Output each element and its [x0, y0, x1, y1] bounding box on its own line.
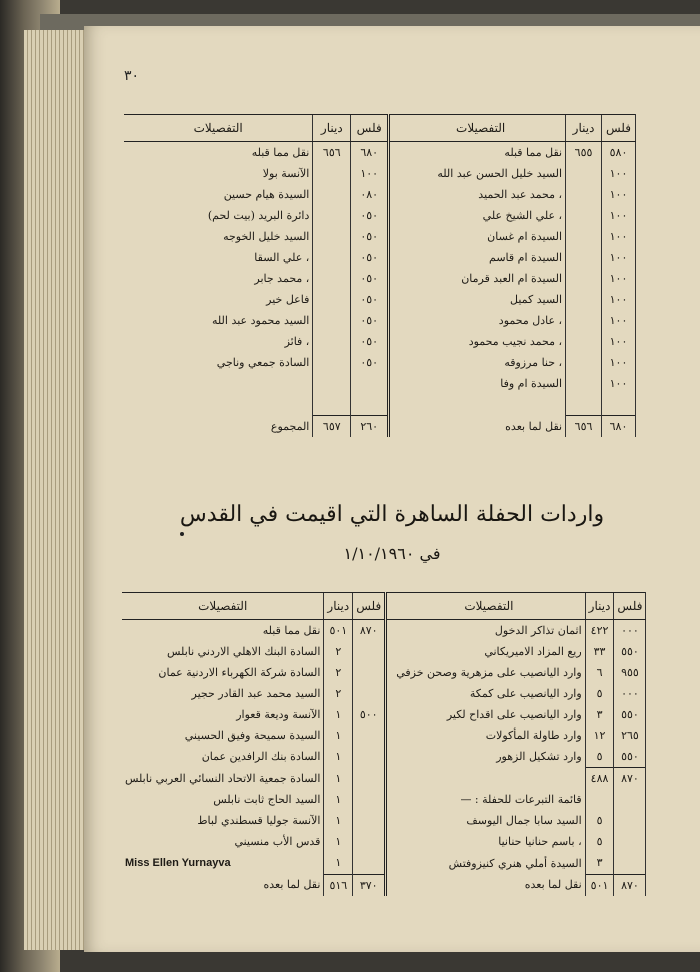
header-details-right: التفصيلات: [393, 593, 585, 620]
entry-fils-left: [351, 373, 389, 394]
entry-details-left: ، محمد جابر: [254, 272, 310, 285]
entry-fils-left: ٠٥٠: [351, 331, 389, 352]
column-divider: [386, 725, 394, 746]
column-divider: [386, 831, 394, 852]
column-divider: [386, 852, 394, 874]
entry-dinar-right: [566, 352, 602, 373]
entry-dinar-right: ٥: [585, 746, 614, 768]
entry-details-left: الآنسة وديعة قعوار: [236, 708, 321, 721]
entry-dinar-right: ٦: [585, 662, 614, 683]
entry-fils-right: [601, 394, 635, 416]
entry-dinar-left: [313, 247, 351, 268]
entry-details-left: نقل مما قبله: [262, 624, 321, 637]
entry-fils-left: ٠٥٠: [351, 205, 389, 226]
ledger-row: [122, 768, 646, 790]
entry-fils-right: ٠٠٠: [614, 620, 646, 642]
entry-dinar-right: [566, 205, 602, 226]
ledger-row: [124, 331, 636, 352]
entry-details-right: نقل لما بعده: [505, 419, 563, 433]
entry-details-right: السيدة ام وفا: [500, 377, 563, 390]
entry-fils-right: ٨٧٠: [614, 874, 646, 896]
entry-fils-left: ٨٧٠: [353, 620, 386, 642]
entry-dinar-left: [313, 163, 351, 184]
ledger-row: [124, 226, 636, 247]
entry-dinar-left: ١: [324, 704, 353, 725]
entry-dinar-right: [585, 789, 614, 810]
column-divider: [389, 184, 397, 205]
entry-dinar-right: ٥: [585, 810, 614, 831]
ledger-row: [122, 641, 646, 662]
entry-details-right: السيدة أملي هنري كنيزوفتش: [448, 856, 582, 870]
entry-details-right: ، حنا مرزوقه: [504, 356, 563, 369]
entry-fils-right: [614, 831, 646, 852]
ledger-row: [122, 620, 646, 642]
entry-details-right: اثمان تذاكر الدخول: [494, 624, 582, 637]
ledger-row: [122, 704, 646, 725]
entry-details-left: ، علي السقا: [254, 251, 310, 264]
entry-dinar-right: ١٢: [585, 725, 614, 746]
ledger-row: [124, 142, 636, 164]
column-divider: [389, 373, 397, 394]
ledger-row: [122, 831, 646, 852]
entry-dinar-left: [313, 289, 351, 310]
page-number: ٣٠: [124, 68, 140, 84]
column-divider: [389, 205, 397, 226]
entry-fils-right: ١٠٠: [601, 331, 635, 352]
ledger-row: [124, 163, 636, 184]
entry-dinar-left: [313, 331, 351, 352]
column-divider: [386, 789, 394, 810]
column-divider: [386, 620, 394, 642]
entry-fils-left: ٦٨٠: [351, 142, 389, 164]
entry-dinar-left: [313, 268, 351, 289]
section-date: في ١/١٠/١٩٦٠: [343, 544, 441, 563]
header-details-left: التفصيلات: [122, 593, 324, 620]
header-details-right: التفصيلات: [396, 115, 565, 142]
entry-fils-right: ١٠٠: [601, 226, 635, 247]
column-divider: [386, 704, 394, 725]
column-divider: [389, 115, 397, 142]
entry-details-right: نقل لما بعده: [524, 878, 582, 892]
entry-dinar-right: [566, 373, 602, 394]
entry-details-left: الآنسة جوليا قسطندي لباط: [197, 814, 321, 827]
ledger-row: [122, 810, 646, 831]
entry-details-left: السيد الحاج ثابت نابلس: [213, 793, 321, 806]
entry-dinar-right: ٥٠١: [585, 874, 614, 896]
column-divider: [386, 593, 394, 620]
entry-details-left: السيدة هيام حسين: [223, 188, 310, 201]
entry-fils-right: ٢٦٥: [614, 725, 646, 746]
entry-dinar-left: ٢: [324, 641, 353, 662]
entry-details-left: نقل لما بعده: [263, 878, 321, 892]
entry-details-left: [124, 394, 313, 416]
entry-dinar-right: ٤٨٨: [585, 768, 614, 790]
entry-fils-right: [614, 852, 646, 874]
entry-details-right: السيدة ام العبد قرمان: [461, 272, 563, 285]
header-dinar-left: دينار: [313, 115, 351, 142]
entry-fils-left: [353, 725, 386, 746]
entry-fils-left: ٠٥٠: [351, 226, 389, 247]
latin-entry-text: Miss Ellen Yurnayva: [125, 857, 231, 869]
entry-dinar-right: ٦٥٥: [566, 142, 602, 164]
entry-dinar-left: [313, 373, 351, 394]
ledger-row: [122, 852, 646, 874]
entry-details-right: وارد اليانصيب على مزهرية وصحن خزفي: [396, 666, 582, 679]
ledger-table-2: [122, 592, 646, 896]
entry-dinar-right: ٥: [585, 831, 614, 852]
column-divider: [389, 416, 397, 438]
entry-details-left: السيدة سميحة وفيق الحسيني: [184, 729, 321, 742]
entry-details-right: ، محمد عبد الحميد: [478, 188, 563, 201]
entry-fils-right: [614, 789, 646, 810]
entry-dinar-right: [566, 247, 602, 268]
header-details-left: التفصيلات: [124, 115, 313, 142]
entry-dinar-right: ٦٥٦: [566, 416, 602, 438]
entry-dinar-left: ٥٠١: [324, 620, 353, 642]
ledger-row: [122, 789, 646, 810]
entry-dinar-left: ٢: [324, 683, 353, 704]
entry-details-left: [124, 373, 313, 394]
header-fils-right: فلس: [601, 115, 635, 142]
header-dinar-right: دينار: [566, 115, 602, 142]
entry-fils-right: ١٠٠: [601, 247, 635, 268]
entry-fils-right: ١٠٠: [601, 373, 635, 394]
entry-fils-left: [353, 789, 386, 810]
column-divider: [389, 268, 397, 289]
entry-dinar-left: ١: [324, 746, 353, 768]
entry-dinar-left: [313, 394, 351, 416]
entry-dinar-left: [313, 226, 351, 247]
entry-details-left: المجموع: [270, 419, 310, 433]
entry-details-left: السادة جمعية الاتحاد النسائي العربي نابلس: [125, 771, 321, 785]
entry-dinar-right: [566, 268, 602, 289]
entry-details-right: ريع المزاد الاميريكاني: [484, 645, 582, 658]
entry-details-left: السيد محمد عبد القادر حجير: [191, 687, 321, 700]
entry-dinar-left: ٦٥٦: [313, 142, 351, 164]
entry-details-right: السيدة ام قاسم: [489, 251, 563, 264]
header-fils-left: فلس: [353, 593, 386, 620]
entry-dinar-left: ١: [324, 725, 353, 746]
entry-dinar-left: ١: [324, 810, 353, 831]
header-dinar-right: دينار: [585, 593, 614, 620]
entry-fils-left: [353, 768, 386, 790]
column-divider: [386, 662, 394, 683]
ledger-table-1: [124, 114, 636, 437]
entry-details-left: فاعل خير: [266, 293, 310, 306]
section-title: واردات الحفلة الساهرة التي اقيمت في القدس: [179, 502, 605, 527]
column-divider: [389, 247, 397, 268]
entry-details-left: دائرة البريد (بيت لحم): [207, 209, 310, 222]
entry-dinar-left: ١: [324, 768, 353, 790]
entry-fils-left: [353, 831, 386, 852]
entry-dinar-left: [313, 310, 351, 331]
entry-details-right: السيدة ام غسان: [487, 230, 563, 243]
entry-details-right: وارد اليانصيب على كمكة: [469, 687, 582, 700]
entry-details-left: قدس الأب منسيني: [234, 835, 321, 848]
entry-details-left: السيد محمود عبد الله: [212, 314, 310, 327]
ledger-row: [124, 416, 636, 438]
ledger-row: [122, 725, 646, 746]
entry-dinar-right: [566, 226, 602, 247]
entry-dinar-right: ٥: [585, 683, 614, 704]
entry-details-right: وارد اليانصيب على اقداح لكير: [446, 708, 582, 721]
entry-fils-left: [353, 810, 386, 831]
entry-fils-right: [614, 810, 646, 831]
entry-details-right: قائمة التبرعات للحفلة : —: [460, 793, 582, 806]
column-divider: [389, 394, 397, 416]
entry-dinar-left: [313, 184, 351, 205]
ledger-row: [124, 310, 636, 331]
column-divider: [389, 142, 397, 164]
entry-details-left: السادة البنك الاهلي الاردني نابلس: [167, 645, 321, 658]
ledger-row: [124, 184, 636, 205]
entry-details-left: السادة بنك الرافدين عمان: [201, 750, 321, 764]
entry-fils-left: ٥٠٠: [353, 704, 386, 725]
entry-details-left: السادة جمعي وناجي: [216, 356, 310, 369]
entry-dinar-left: ١: [324, 789, 353, 810]
header-fils-left: فلس: [351, 115, 389, 142]
entry-details-right: ، علي الشيخ علي: [482, 209, 563, 222]
column-divider: [389, 310, 397, 331]
ledger-row: [124, 205, 636, 226]
entry-fils-left: ٣٧٠: [353, 874, 386, 896]
ledger-row: [122, 662, 646, 683]
entry-dinar-right: ٣: [585, 704, 614, 725]
entry-fils-right: ٥٥٠: [614, 746, 646, 768]
ledger-row: [124, 289, 636, 310]
ledger-row: [122, 874, 646, 896]
column-divider: [386, 683, 394, 704]
entry-details-right: السيد سابا جمال اليوسف: [466, 814, 582, 827]
entry-fils-right: ٦٨٠: [601, 416, 635, 438]
entry-details-left: الآنسة بولا: [262, 167, 310, 180]
header-dinar-left: دينار: [324, 593, 353, 620]
ledger-row: [124, 394, 636, 416]
entry-dinar-left: [313, 205, 351, 226]
entry-dinar-right: ٤٢٢: [585, 620, 614, 642]
header-fils-right: فلس: [614, 593, 646, 620]
entry-fils-right: ٨٧٠: [614, 768, 646, 790]
entry-details-left: السيد خليل الخوجه: [223, 230, 310, 243]
entry-dinar-left: ١: [324, 852, 353, 874]
ledger-table-2-body: [122, 620, 646, 896]
entry-details-right: وارد طاولة المأكولات: [485, 729, 582, 742]
entry-fils-right: ٥٥٠: [614, 704, 646, 725]
entry-fils-right: ٥٥٠: [614, 641, 646, 662]
entry-dinar-right: ٣: [585, 852, 614, 874]
entry-dinar-right: [566, 289, 602, 310]
ledger-row: [124, 268, 636, 289]
entry-dinar-right: [566, 184, 602, 205]
entry-dinar-left: [313, 352, 351, 373]
entry-details-right: [393, 768, 585, 790]
entry-details-right: [396, 394, 565, 416]
entry-fils-left: ٢٦٠: [351, 416, 389, 438]
entry-fils-left: [353, 683, 386, 704]
ledger-row: [124, 247, 636, 268]
ledger-page: [84, 26, 700, 952]
column-divider: [386, 746, 394, 768]
page-edges: [24, 30, 84, 950]
ink-dot: [180, 532, 184, 536]
entry-dinar-right: ٣٣: [585, 641, 614, 662]
entry-dinar-left: ٥١٦: [324, 874, 353, 896]
entry-dinar-right: [566, 310, 602, 331]
entry-fils-left: ٠٥٠: [351, 352, 389, 373]
entry-fils-left: ٠٥٠: [351, 310, 389, 331]
entry-dinar-left: ٢: [324, 662, 353, 683]
entry-dinar-right: [566, 394, 602, 416]
column-divider: [386, 641, 394, 662]
entry-fils-left: [353, 746, 386, 768]
entry-fils-right: ١٠٠: [601, 310, 635, 331]
column-divider: [386, 810, 394, 831]
column-divider: [386, 874, 394, 896]
entry-details-right: ، محمد نجيب محمود: [468, 335, 563, 348]
ledger-row: [122, 746, 646, 768]
entry-details-right: نقل مما قبله: [504, 146, 563, 159]
entry-fils-right: ١٠٠: [601, 352, 635, 373]
ledger-row: [124, 352, 636, 373]
entry-fils-left: ٠٥٠: [351, 247, 389, 268]
entry-fils-right: ١٠٠: [601, 289, 635, 310]
entry-details-right: ، عادل محمود: [498, 314, 563, 327]
entry-fils-right: ١٠٠: [601, 163, 635, 184]
entry-fils-right: ١٠٠: [601, 184, 635, 205]
entry-details-right: السيد كميل: [510, 293, 563, 306]
entry-details-left: السادة شركة الكهرباء الاردنية عمان: [158, 666, 321, 679]
entry-dinar-left: ٦٥٧: [313, 416, 351, 438]
column-divider: [389, 226, 397, 247]
entry-fils-left: [353, 641, 386, 662]
entry-fils-right: ١٠٠: [601, 268, 635, 289]
entry-fils-left: ٠٥٠: [351, 268, 389, 289]
column-divider: [389, 352, 397, 373]
entry-fils-left: ١٠٠: [351, 163, 389, 184]
column-divider: [389, 331, 397, 352]
entry-details-left: نقل مما قبله: [251, 146, 310, 159]
entry-fils-right: ٥٨٠: [601, 142, 635, 164]
entry-details-left: [122, 852, 324, 874]
entry-dinar-right: [566, 163, 602, 184]
entry-fils-left: ٠٨٠: [351, 184, 389, 205]
entry-details-left: ، فائز: [284, 335, 310, 348]
entry-details-right: وارد تشكيل الزهور: [496, 750, 582, 764]
entry-dinar-left: ١: [324, 831, 353, 852]
entry-fils-right: ١٠٠: [601, 205, 635, 226]
entry-fils-left: [351, 394, 389, 416]
entry-fils-left: [353, 852, 386, 874]
column-divider: [389, 163, 397, 184]
ledger-row: [122, 683, 646, 704]
ledger-row: [124, 373, 636, 394]
column-divider: [386, 768, 394, 790]
entry-fils-left: ٠٥٠: [351, 289, 389, 310]
entry-fils-left: [353, 662, 386, 683]
entry-fils-right: ٩٥٥: [614, 662, 646, 683]
column-divider: [389, 289, 397, 310]
entry-details-right: السيد خليل الحسن عبد الله: [437, 167, 563, 180]
entry-dinar-right: [566, 331, 602, 352]
entry-fils-right: ٠٠٠: [614, 683, 646, 704]
entry-details-right: ، باسم حنانيا حنانيا: [498, 835, 582, 848]
ledger-table-1-body: [124, 142, 636, 438]
